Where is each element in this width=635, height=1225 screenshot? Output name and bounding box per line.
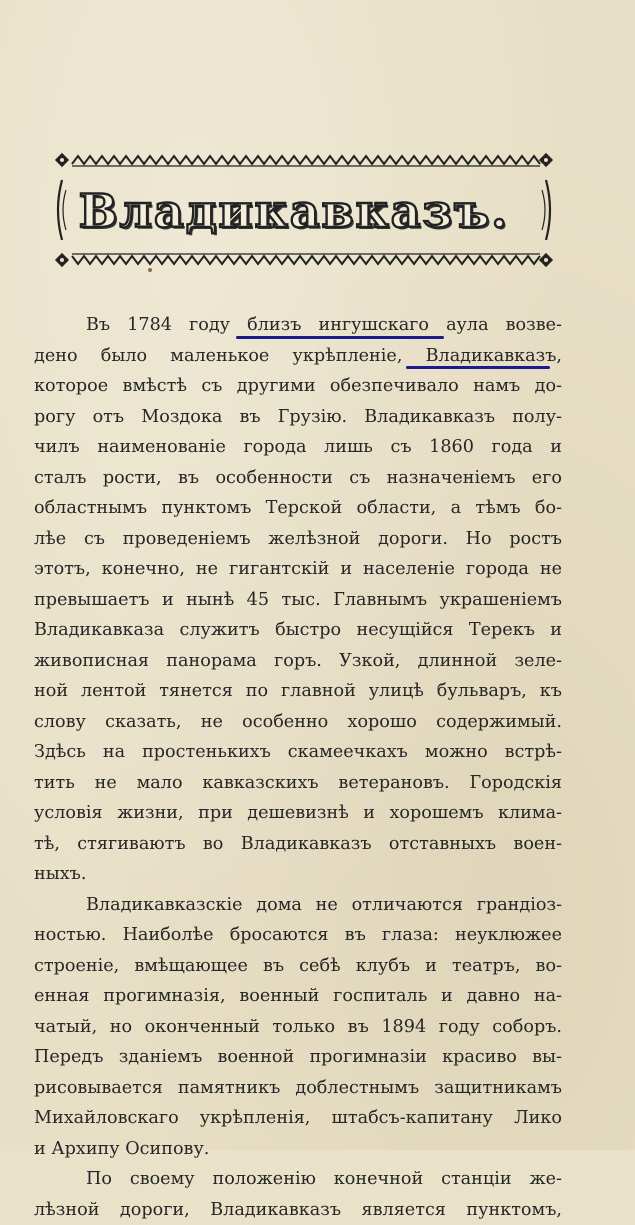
text-line: Здѣсь на простенькихъ скамеечкахъ можно встрѣ- [34,737,562,768]
text-line: чатый, но оконченный только въ 1894 году соборъ. [34,1012,562,1043]
text-line: Владикавказа служитъ быстро несущійся Терекъ и [34,615,562,646]
body-text [34,310,562,1225]
text-line: ныхъ. [34,859,562,890]
ink-speck [148,268,152,272]
paragraph-1 [34,310,562,890]
corner-ornament-top-right [539,153,553,167]
text-line: лѣзной дороги, Владикавказъ является пунктомъ, [34,1195,562,1225]
text-line: строеніе, вмѣщающее въ себѣ клубъ и театръ, во- [34,951,562,982]
corner-ornament-bottom-left [55,253,69,267]
top-zigzag-border [72,156,540,164]
text-line: этотъ, конечно, не гигантскій и населеніе города не [34,554,562,585]
corner-ornament-bottom-right [539,253,553,267]
text-line: ной лентой тянется по главной улицѣ бульваръ, къ [34,676,562,707]
text-line: слову сказать, не особенно хорошо содержимый. [34,707,562,738]
left-bracket [58,180,62,240]
text-line: Въ 1784 году близъ ингушскаго аула возве- [34,310,562,341]
pen-underline-mark [406,366,550,369]
paragraph-2 [34,890,562,1165]
text-line: лѣе съ проведеніемъ желѣзной дороги. Но ростъ [34,524,562,555]
text-line: дено было маленькое укрѣпленіе, Владикавказъ, [34,341,562,372]
chapter-title: Владикавказъ. [70,180,518,242]
text-line: Владикавказскіе дома не отличаются грандіоз- [34,890,562,921]
text-line: рогу отъ Моздока въ Грузію. Владикавказъ полу- [34,402,562,433]
text-line: Передъ зданіемъ военной прогимназіи красиво вы- [34,1042,562,1073]
pen-underline-mark [236,336,444,339]
text-line: условія жизни, при дешевизнѣ и хорошемъ клима- [34,798,562,829]
right-bracket [546,180,550,240]
text-line: живописная панорама горъ. Узкой, длинной зеле- [34,646,562,677]
bottom-zigzag-border [72,256,540,264]
text-line: превышаетъ и нынѣ 45 тыс. Главнымъ украшеніемъ [34,585,562,616]
text-line: рисовывается памятникъ доблестнымъ защитникамъ [34,1073,562,1104]
text-line: ностью. Наиболѣе бросаются въ глаза: неуклюжее [34,920,562,951]
text-line: тить не мало кавказскихъ ветерановъ. Городскія [34,768,562,799]
chapter-heading [50,150,558,270]
text-line: чилъ наименованіе города лишь съ 1860 года и [34,432,562,463]
text-line: и Архипу Осипову. [34,1134,562,1165]
text-line: Михайловскаго укрѣпленія, штабсъ-капитану Лико [34,1103,562,1134]
text-line: областнымъ пунктомъ Терской области, а тѣмъ бо- [34,493,562,524]
corner-ornament-top-left [55,153,69,167]
text-line: енная прогимназія, военный госпиталь и давно на- [34,981,562,1012]
text-line: сталъ рости, въ особенности съ назначеніемъ его [34,463,562,494]
text-line: которое вмѣстѣ съ другими обезпечивало намъ до- [34,371,562,402]
text-line: тѣ, стягиваютъ во Владикавказъ отставныхъ воен- [34,829,562,860]
text-line: По своему положенію конечной станціи же- [34,1164,562,1195]
paragraph-3 [34,1164,562,1225]
